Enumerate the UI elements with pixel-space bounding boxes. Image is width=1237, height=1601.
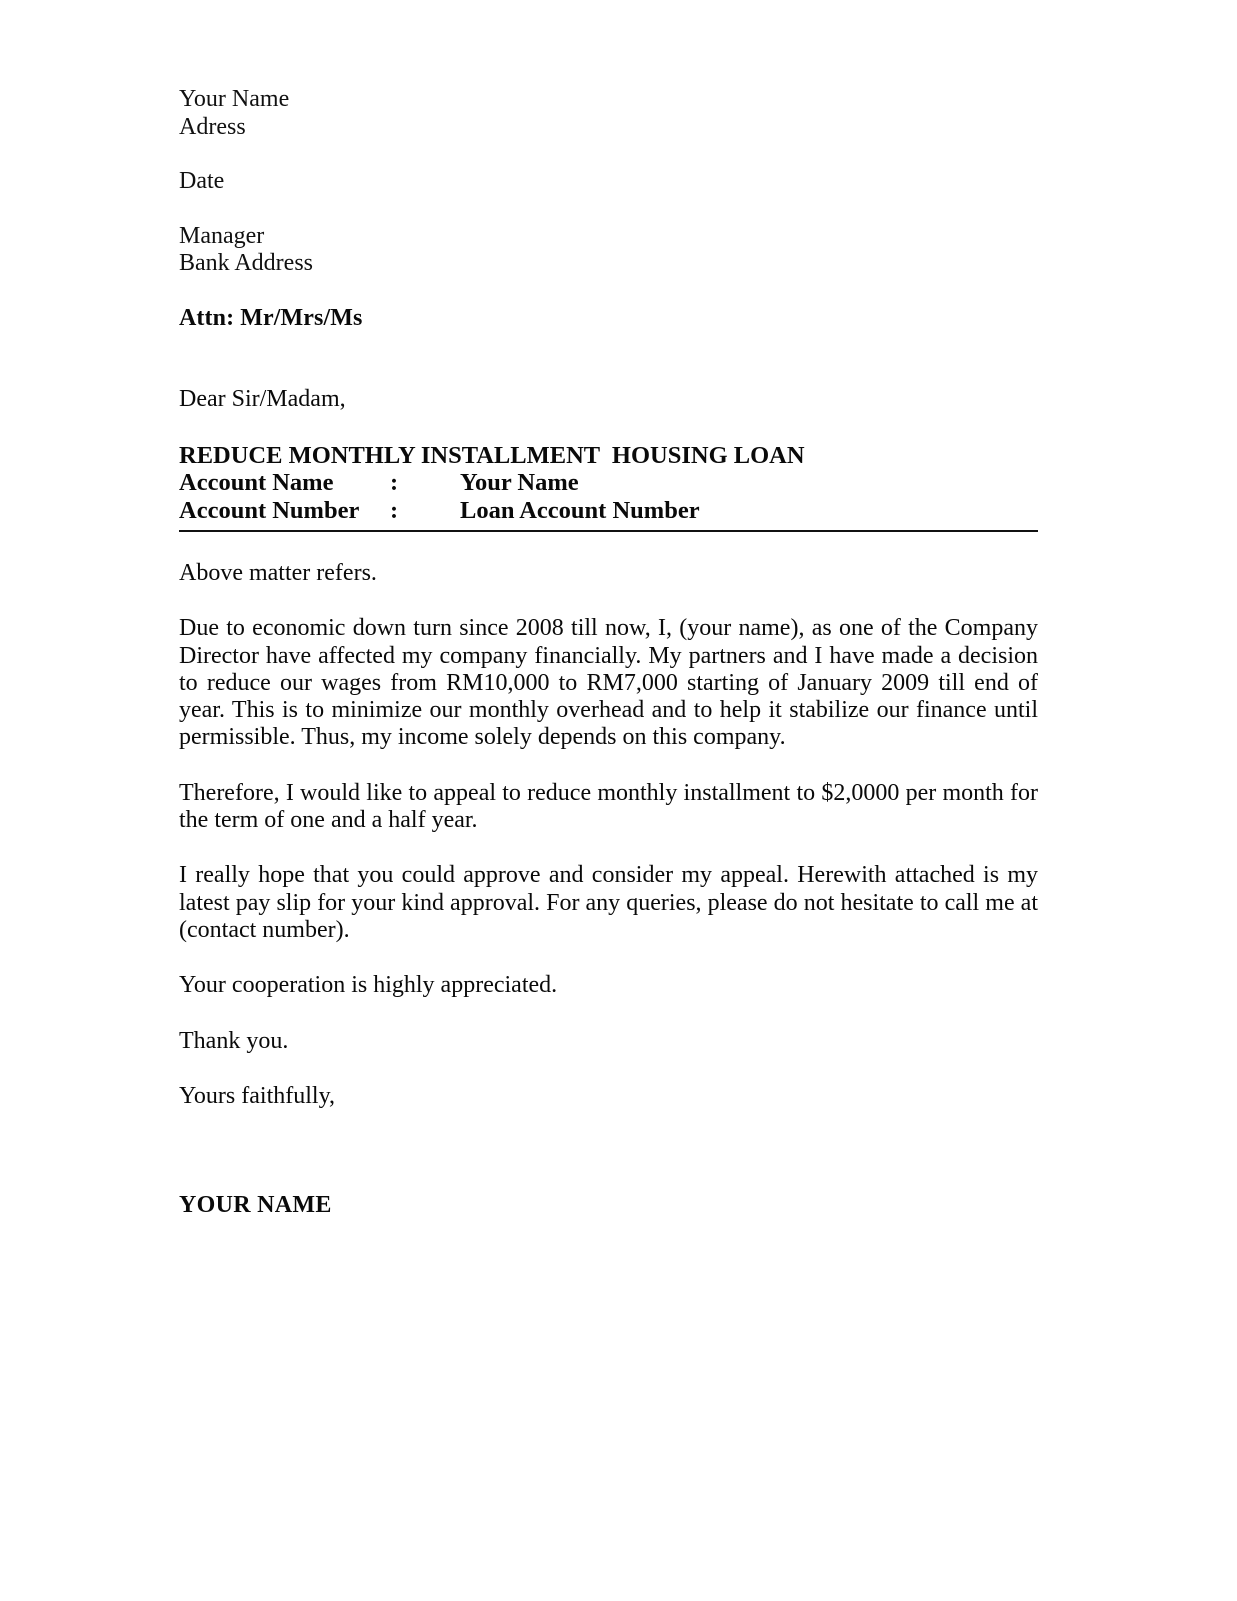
- sender-address: Adress: [179, 113, 246, 140]
- subject-heading: REDUCE MONTHLY INSTALLMENT HOUSING LOAN: [179, 441, 805, 469]
- spacer: [179, 1000, 1038, 1028]
- letter-date: Date: [179, 168, 225, 194]
- attention-line: Attn: Mr/Mrs/Ms: [179, 304, 363, 331]
- account-name-value: Your Name: [460, 469, 579, 496]
- account-name-separator: :: [390, 469, 399, 496]
- spacer: [179, 196, 1038, 223]
- account-number-separator: :: [390, 496, 399, 524]
- thanks-line: Thank you.: [179, 1027, 289, 1054]
- spacer: [179, 332, 1038, 386]
- account-number-row: [179, 497, 1038, 525]
- spacer: [179, 834, 1038, 862]
- body-paragraph-3: I really hope that you could approve and consider my appeal. Herewith attached is my latest pay slip for your kind approval. For any queries, please do not hesitate to call me at (contact number).: [179, 862, 1038, 943]
- spacer: [179, 587, 1038, 615]
- account-number-value: Loan Account Number: [460, 496, 700, 524]
- body-paragraph-1: Due to economic down turn since 2008 till now, I, (your name), as one of the Company Director have affected my company financially. My partners and I have made a decision to reduce our wages from RM10,000 to RM7,000 starting of January 2009 till end of year. This is to minimize our monthly overhead and to help it stabilize our finance until permissible. Thus, my income solely depends on this company.: [179, 615, 1038, 751]
- spacer: [179, 278, 1038, 305]
- spacer: [179, 1055, 1038, 1083]
- account-name-label: Account Name: [179, 469, 334, 496]
- account-number-label: Account Number: [179, 496, 360, 524]
- spacer: [179, 752, 1038, 780]
- spacer: [179, 141, 1038, 168]
- appreciation-line: Your cooperation is highly appreciated.: [179, 972, 558, 999]
- spacer: [179, 532, 1038, 560]
- signature-name: YOUR NAME: [179, 1192, 332, 1219]
- spacer: [179, 414, 1038, 442]
- closing-line: Yours faithfully,: [179, 1082, 336, 1109]
- letter-body: [179, 86, 1038, 1220]
- spacer: [179, 944, 1038, 972]
- recipient-title: Manager: [179, 222, 265, 249]
- recipient-address: Bank Address: [179, 250, 313, 276]
- salutation: Dear Sir/Madam,: [179, 386, 346, 412]
- body-paragraph-2: Therefore, I would like to appeal to reduce monthly installment to $2,0000 per month for the term of one and a half year.: [179, 779, 1038, 834]
- sender-name: Your Name: [179, 86, 290, 112]
- account-name-row: [179, 469, 1038, 497]
- opening-line: Above matter refers.: [179, 560, 377, 586]
- signature-space: [179, 1110, 1038, 1192]
